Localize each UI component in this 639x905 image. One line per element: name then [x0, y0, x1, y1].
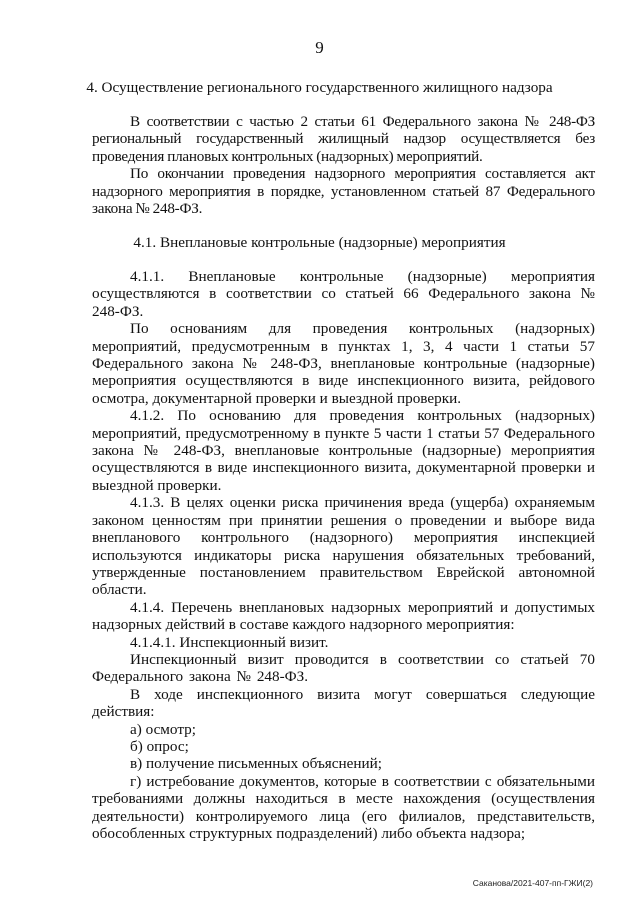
paragraph: 4.1.1. Внеплановые контрольные (надзорные) мероприятия осуществляются в соответствии со статьей 66 Федерального закона № 248-ФЗ. [92, 268, 595, 320]
list-item: г) истребование документов, которые в соответствии с обязательными требованиями должны находиться в месте нахождения (осуществления деятельности) контролируемого лица (его филиалов, представительств, обособленных структурных подразделений) либо объекта надзора; [92, 772, 595, 842]
page-number: 9 [315, 38, 324, 57]
paragraph: В ходе инспекционного визита могут совершаться следующие действия: [92, 685, 595, 721]
paragraph: Инспекционный визит проводится в соответствии со статьей 70 Федерального закона № 248-ФЗ. [92, 650, 595, 686]
section-4-1-heading: 4.1. Внеплановые контрольные (надзорные) мероприятия [133, 234, 506, 251]
paragraph: 4.1.2. По основанию для проведения контрольных (надзорных) мероприятий, предусмотренному в пункте 5 части 1 статьи 57 Федерального закона № 248-ФЗ, внеплановые контрольные (надзорные) мероприятия осуществляются в виде инспекционного визита, документарной проверки и выездной проверки. [92, 407, 595, 494]
document-footer-code: Саканова/2021-407-пп-ГЖИ(2) [472, 878, 593, 888]
paragraph: 4.1.4. Перечень внеплановых надзорных мероприятий и допустимых надзорных действий в составе каждого надзорного мероприятия: [92, 598, 595, 634]
section-4-heading: 4. Осуществление регионального государственного жилищного надзора [86, 79, 553, 96]
paragraph: 4.1.4.1. Инспекционный визит. [130, 633, 329, 651]
paragraph: 4.1.3. В целях оценки риска причинения вреда (ущерба) охраняемым законом ценностям при принятии решения о проведении и выборе вида внепланового контрольного (надзорного) мероприятия инспекцией используются индикаторы риска нарушения обязательных требований, утвержденные постановлением правительством Еврейской автономной области. [92, 494, 595, 599]
list-item: в) получение письменных объяснений; [130, 755, 383, 773]
section-4-1-body [92, 268, 595, 842]
section-4-body [92, 113, 595, 217]
paragraph: По окончании проведения надзорного мероприятия составляется акт надзорного мероприятия в порядке, установленном статьей 87 Федерального закона № 248-ФЗ. [92, 165, 595, 218]
paragraph: В соответствии с частью 2 статьи 61 Федерального закона № 248-ФЗ региональный государственный жилищный надзор осуществляется без проведения плановых контрольных (надзорных) мероприятий. [92, 113, 595, 165]
paragraph: По основаниям для проведения контрольных (надзорных) мероприятий, предусмотренным в пунктах 1, 3, 4 части 1 статьи 57 Федерального закона № 248-ФЗ, внеплановые контрольные (надзорные) мероприятия осуществляются в виде инспекционного визита, рейдового осмотра, документарной проверки и выездной проверки. [92, 320, 595, 407]
list-item: а) осмотр; [130, 720, 196, 738]
list-item: б) опрос; [130, 737, 189, 755]
